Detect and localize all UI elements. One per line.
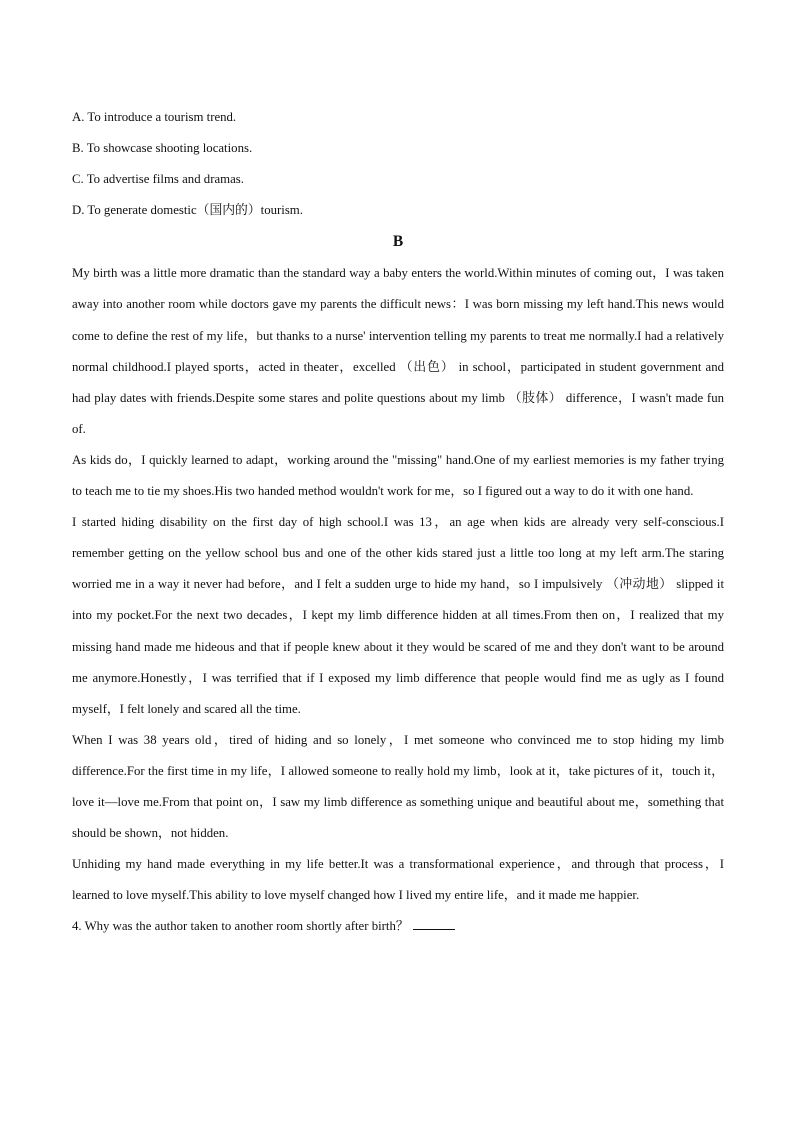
document-content xyxy=(72,102,724,942)
paragraph-3: I started hiding disability on the first day of high school.I was 13，an age when kids are already very self-conscious.I remember getting on the yellow school bus and one of the other kids stared just a little too long at my left arm.The staring worried me in a way it never had before，and I felt a sudden urge to hide my hand，so I impulsively （冲动地） slipped it into my pocket.For the next two decades，I kept my limb difference hidden at all times.From then on，I realized that my missing hand made me hideous and that if people knew about it they would be scared of me and they don't want to be around me anymore.Honestly，I was terrified that if I exposed my limb difference that people would find me as ugly as I found myself，I felt lonely and scared all the time. xyxy=(72,515,724,716)
answer-blank[interactable] xyxy=(413,917,455,930)
paragraph-1: My birth was a little more dramatic than the standard way a baby enters the world.Within minutes of coming out，I was taken away into another room while doctors gave my parents the difficult news：I was born missing my left hand.This news would come to define the rest of my life，but thanks to a nurse' intervention telling my parents to treat me normally.I had a relatively normal childhood.I played sports，acted in theater，excelled （出色） in school，participated in student government and had play dates with friends.Despite some stares and polite questions about my limb （肢体） difference，I wasn't made fun of. xyxy=(72,266,724,436)
option-a: A. To introduce a tourism trend. xyxy=(72,110,237,124)
option-d: D. To generate domestic（国内的）tourism. xyxy=(72,203,303,218)
option-b: B. To showcase shooting locations. xyxy=(72,141,253,156)
section-heading: B xyxy=(392,233,404,251)
question-4 xyxy=(72,911,724,942)
paragraph-5: Unhiding my hand made everything in my life better.It was a transformational experience，and through that process，I learned to love myself.This ability to love myself changed how I lived my entire life，and it made me happier. xyxy=(72,857,724,903)
paragraph-2: As kids do，I quickly learned to adapt，working around the "missing" hand.One of my earliest memories is my father trying to teach me to tie my shoes.His two handed method wouldn't work for me，so I figured out a way to do it with one hand. xyxy=(72,452,724,499)
question-text: 4. Why was the author taken to another room shortly after birth？ xyxy=(72,919,409,934)
paragraph-4: When I was 38 years old，tired of hiding and so lonely，I met someone who convinced me to stop hiding my limb difference.For the first time in my life，I allowed someone to really hold my limb，look at it，take pictures of it，touch it，love it—love me.From that point on，I saw my limb difference as something unique and beautiful about me，something that should be shown，not hidden. xyxy=(72,732,724,841)
option-c: C. To advertise films and dramas. xyxy=(72,172,244,187)
answer-options xyxy=(72,102,724,226)
